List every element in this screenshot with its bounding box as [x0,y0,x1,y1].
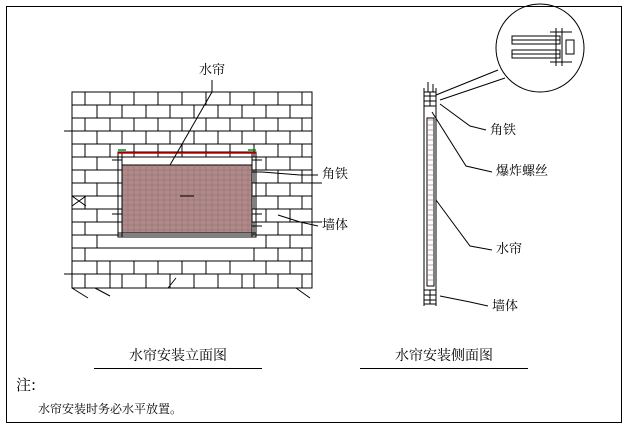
elevation-view [64,80,322,298]
leader-angle-iron-side [440,104,486,130]
leader-water-curtain-side [436,200,492,250]
note-heading: 注: [16,376,37,394]
label-expansion-bolt-side: 爆炸螺丝 [496,164,549,179]
note-text: 水帘安装时务必水平放置。 [38,402,183,416]
leader-angle-iron [262,172,318,175]
leader-expansion-bolt [432,112,492,172]
label-water-curtain-side: 水帘 [496,242,523,257]
detail-callout-circle [496,4,584,92]
label-wall-side: 墙体 [492,299,519,314]
label-water-curtain-elevation: 水帘 [199,63,226,78]
elevation-title: 水帘安装立面图 [94,345,262,369]
label-angle-iron-elevation: 角铁 [322,167,349,182]
curtain-strip [427,118,434,286]
leader-wall-side [440,296,488,306]
side-view [424,4,584,306]
label-angle-iron-side: 角铁 [490,123,517,138]
side-view-title: 水帘安装侧面图 [360,345,528,369]
label-wall-elevation: 墙体 [322,218,349,233]
